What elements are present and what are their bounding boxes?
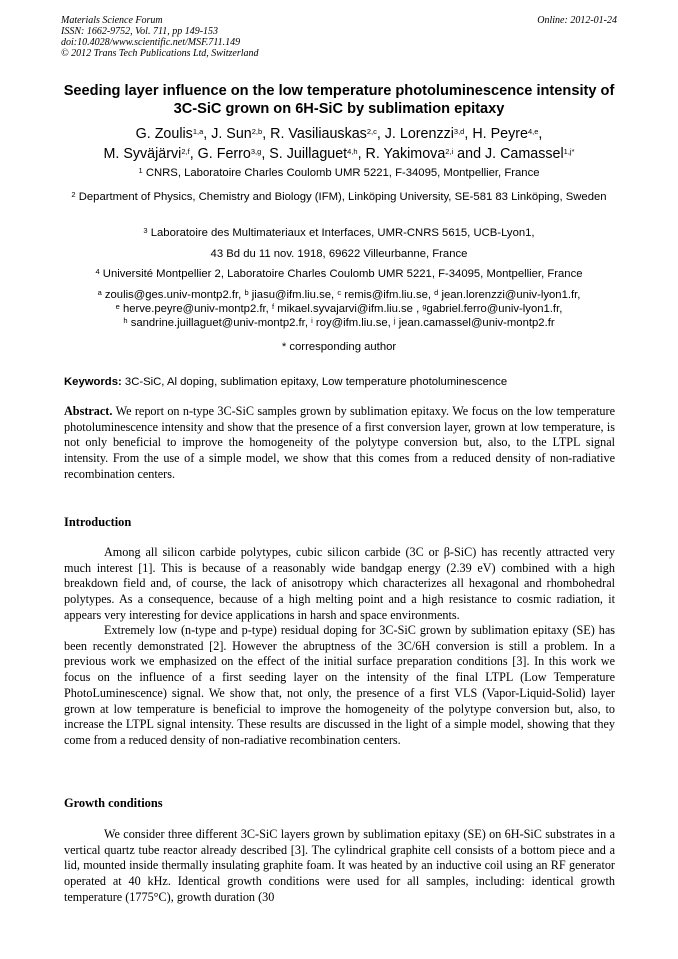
email-link: jiasu@ifm.liu.se [251,289,332,301]
introduction-heading: Introduction [64,515,132,529]
email-link: remis@ifm.liu.se [344,289,428,301]
email-link: gabriel.ferro@univ-lyon1.fr [426,303,560,315]
introduction-paragraph-1: Among all silicon carbide polytypes, cubic silicon carbide (3C or β-SiC) has recently attracted very much interest [1]. This is because of a reasonably wide bandgap energy (2.39 eV) combined with a high breakdown field and, of course, the lack of anisotropy which characterizes all hexagonal and rhombohedral polytypes. As a consequence, because of a high melting point and a high resistance to cosmic radiation, it appears very interesting for device applications in harsh and space environments. [64,545,615,622]
author: J. Camassel$^{1,j*}$ [485,146,575,162]
affiliation-1: $^1$ CNRS, Laboratoire Charles Coulomb UMR 5221, F-34095, Montpellier, France [138,166,540,179]
issn-line: ISSN: 1662-9752, Vol. 711, pp 149-153 [61,26,219,37]
author: S. Juillaguet$^{4,h}$, [269,146,366,162]
keywords-label: Keywords: [64,376,122,388]
abstract [64,404,615,483]
author: H. Peyre$^{4,e}$, [472,126,543,142]
introduction-paragraph-2: Extremely low (n-type and p-type) residual doping for 3C-SiC grown by sublimation epitaxy (SE) has been recently demonstrated [2]. However the abruptness of the 3C/6H conversion is still a problem. In a previous work we emphasized on the effect of the initial surface preparation conditions [3]. In this work we focus on the influence of a first seeding layer on the intensity of the final LTPL (Low Temperature PhotoLuminescence) signal. We show that, not only, the presence of a first VLS (Vapor-Liquid-Solid) layer grown at low temperature is beneficial to improve the homogeneity of the polytype conversion but, also, to increase the LTPL signal intensity. These results are discussed in the light of a simple model, showing that they come from a reduced density of non-radiative recombination centers. [64,623,615,747]
author: J. Lorenzzi$^{3,d}$, [384,126,473,142]
growth-paragraph-1: We consider three different 3C-SiC layers grown by sublimation epitaxy (SE) on 6H-SiC substrates in a vertical quartz tube reactor already described [3]. The cylindrical graphite cell consists of a bottom piece and a lid, mounted inside thermally insulating graphite foam. It was heated by an inductive coil using an RF generator operated at 40 kHz. Identical growth conditions were used for all samples, including: identical growth temperature (1775°C), growth duration (30 [64,827,615,904]
abstract-label: Abstract. [64,404,113,418]
author-list [52,124,626,164]
growth-heading: Growth conditions [64,796,163,810]
email-link: zoulis@ges.univ-montp2.fr [104,289,239,301]
email-list: $^a$ zoulis@ges.univ-montp2.fr, $^b$ jiasu@ifm.liu.se, $^c$ remis@ifm.liu.se, $^d$ jean.lorenzzi@univ-lyon1.fr, $^e$ herve.peyre@univ-montp2.fr, $^f$ mikael.syvajarvi@ifm.liu.se , $^g$gabriel.ferro@univ-lyon1.fr, $^h$ sandrine.juillaguet@univ-montp2.fr, $^i$ roy@ifm.liu.se, $^j$ jean.camassel@univ-montp2.fr [97,288,581,329]
author: M. Syväjärvi$^{2,f}$, [103,146,198,162]
affiliation-2: $^2$ Department of Physics, Chemistry and Biology (IFM), Linköping University, SE-581 83 Linköping, Sweden [71,190,607,203]
author: R. Vasiliauskas$^{2,c}$, [270,126,385,142]
doi-line: doi:10.4028/www.scientific.net/MSF.711.149 [61,37,241,48]
affiliation-3: $^3$ Laboratoire des Multimateriaux et Interfaces, UMR-CNRS 5615, UCB-Lyon1, [143,226,535,239]
keywords-text: 3C-SiC, Al doping, sublimation epitaxy, Low temperature photoluminescence [124,376,508,388]
author: G. Ferro$^{3,g}$, [197,146,270,162]
email-link: mikael.syvajarvi@ifm.liu.se [277,303,413,315]
email-link: herve.peyre@univ-montp2.fr [122,303,266,315]
email-link: jean.lorenzzi@univ-lyon1.fr [441,289,578,301]
corresponding-note: * corresponding author [281,341,397,353]
email-link: roy@ifm.liu.se [315,317,388,329]
copyright-line: © 2012 Trans Tech Publications Ltd, Switzerland [61,48,259,59]
email-link: jean.camassel@univ-montp2.fr [398,317,555,329]
abstract-text: We report on n-type 3C-SiC samples grown by sublimation epitaxy. We focus on the low temperature photoluminescence intensity and show that the presence of a first conversion layer, grown at low temperature, is not only beneficial to improve the homogeneity of the polytype conversion but, also, to the LTPL signal intensity. From the use of a simple model, we show that this comes from a reduced density of non-radiative recombination centers. [64,404,615,481]
paper-title: Seeding layer influence on the low temperature photoluminescence intensity of 3C-SiC grown on 6H-SiC by sublimation epitaxy [63,83,615,117]
author: J. Sun$^{2,b}$, [211,126,271,142]
author: R. Yakimova$^{2,i}$ and [365,146,486,162]
affiliation-4: $^4$ Université Montpellier 2, Laboratoire Charles Coulomb UMR 5221, F-34095, Montpellier, France [95,267,583,280]
journal-header [61,15,617,59]
online-date: Online: 2012-01-24 [537,15,617,26]
affiliation-3-address: 43 Bd du 11 nov. 1918, 69622 Villeurbanne, France [210,248,468,260]
author: G. Zoulis$^{1,a}$, [135,126,212,142]
journal-name: Materials Science Forum [61,15,163,26]
email-link: sandrine.juillaguet@univ-montp2.fr [130,317,305,329]
keywords [64,375,620,389]
